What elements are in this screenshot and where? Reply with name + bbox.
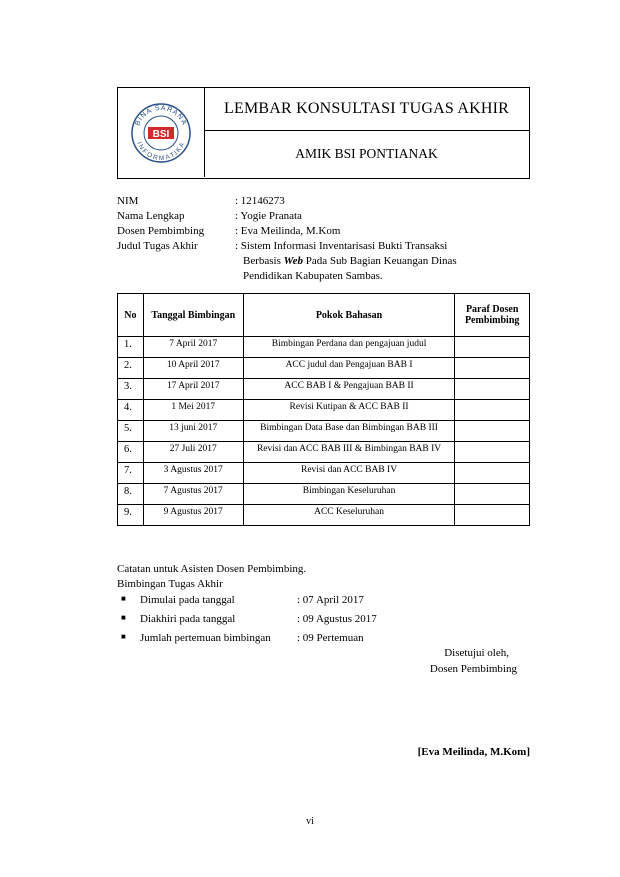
table-row: 6. 27 Juli 2017 Revisi dan ACC BAB III & Bimbingan BAB IV xyxy=(118,442,530,463)
end-date-label: Diakhiri pada tanggal xyxy=(140,613,236,625)
col-header-topic: Pokok Bahasan xyxy=(243,294,455,337)
signature-cell xyxy=(455,421,530,442)
bsi-logo-icon xyxy=(130,102,192,164)
notes-line-2: Bimbingan Tugas Akhir xyxy=(117,578,223,590)
signature-cell xyxy=(455,442,530,463)
approval-block xyxy=(430,645,517,677)
notes-line-1: Catatan untuk Asisten Dosen Pembimbing. xyxy=(117,563,307,575)
table-row: 2. 10 April 2017 ACC judul dan Pengajuan BAB I xyxy=(118,358,530,379)
name-value: : Yogie Pranata xyxy=(235,210,302,222)
consultation-table xyxy=(117,293,530,526)
page-number: vi xyxy=(306,816,314,827)
thesis-title-value: : Sistem Informasi Inventarisasi Bukti Transaksi xyxy=(235,240,448,252)
table-row: 7. 3 Agustus 2017 Revisi dan ACC BAB IV xyxy=(118,463,530,484)
col-header-date: Tanggal Bimbingan xyxy=(143,294,243,337)
signature-cell xyxy=(455,400,530,421)
subtitle-row xyxy=(204,130,529,178)
advisor-role-label: Dosen Pembimbing xyxy=(429,663,517,675)
bullet-icon: ■ xyxy=(121,594,126,603)
table-row: 9. 9 Agustus 2017 ACC Keseluruhan xyxy=(118,505,530,526)
notes-block xyxy=(117,562,306,592)
advisor-label: Dosen Pembimbing xyxy=(117,225,205,237)
col-header-signature: Paraf Dosen Pembimbing xyxy=(455,294,530,337)
table-row: 8. 7 Agustus 2017 Bimbingan Keseluruhan xyxy=(118,484,530,505)
signature-cell xyxy=(455,379,530,400)
thesis-title-line-3: Pendidikan Kabupaten Sambas. xyxy=(243,270,383,282)
meeting-count-value: : 09 Pertemuan xyxy=(297,632,364,644)
nim-label: NIM xyxy=(117,195,139,207)
logo-cell xyxy=(118,88,205,177)
approved-by-label: Disetujui oleh, xyxy=(444,647,509,659)
advisor-value: : Eva Meilinda, M.Kom xyxy=(235,225,341,237)
logo-top-text: BINA SARANA xyxy=(134,104,188,127)
signature-cell xyxy=(455,505,530,526)
bullet-icon: ■ xyxy=(121,613,126,622)
web-emphasis: Web xyxy=(283,255,303,267)
end-date-value: : 09 Agustus 2017 xyxy=(297,613,377,625)
institution-name: AMIK BSI PONTIANAK xyxy=(295,146,438,161)
title-row xyxy=(204,88,529,131)
col-header-no: No xyxy=(118,294,144,337)
meeting-count-label: Jumlah pertemuan bimbingan xyxy=(140,632,271,644)
table-row: 4. 1 Mei 2017 Revisi Kutipan & ACC BAB II xyxy=(118,400,530,421)
logo-bottom-text: INFORMATIKA xyxy=(135,140,187,163)
header-box xyxy=(117,87,530,179)
svg-text:INFORMATIKA xyxy=(135,141,186,162)
logo-mark: BSI xyxy=(152,129,170,140)
start-date-value: : 07 April 2017 xyxy=(297,594,364,606)
signature-cell xyxy=(455,337,530,358)
signature-cell xyxy=(455,463,530,484)
table-row: 3. 17 April 2017 ACC BAB I & Pengajuan BAB II xyxy=(118,379,530,400)
thesis-title-label: Judul Tugas Akhir xyxy=(117,240,198,252)
thesis-title-line-2: Berbasis Web Pada Sub Bagian Keuangan Dinas xyxy=(243,255,457,267)
table-header-row xyxy=(118,294,530,337)
nim-value: : 12146273 xyxy=(235,195,285,207)
bullet-icon: ■ xyxy=(121,632,126,641)
name-label: Nama Lengkap xyxy=(117,210,185,222)
table-row: 5. 13 juni 2017 Bimbingan Data Base dan Bimbingan BAB III xyxy=(118,421,530,442)
document-title: LEMBAR KONSULTASI TUGAS AKHIR xyxy=(224,100,509,117)
signature-cell xyxy=(455,484,530,505)
signer-name: [Eva Meilinda, M.Kom] xyxy=(417,746,530,758)
start-date-label: Dimulai pada tanggal xyxy=(140,594,235,606)
table-row: 1. 7 April 2017 Bimbingan Perdana dan pengajuan judul xyxy=(118,337,530,358)
signature-cell xyxy=(455,358,530,379)
